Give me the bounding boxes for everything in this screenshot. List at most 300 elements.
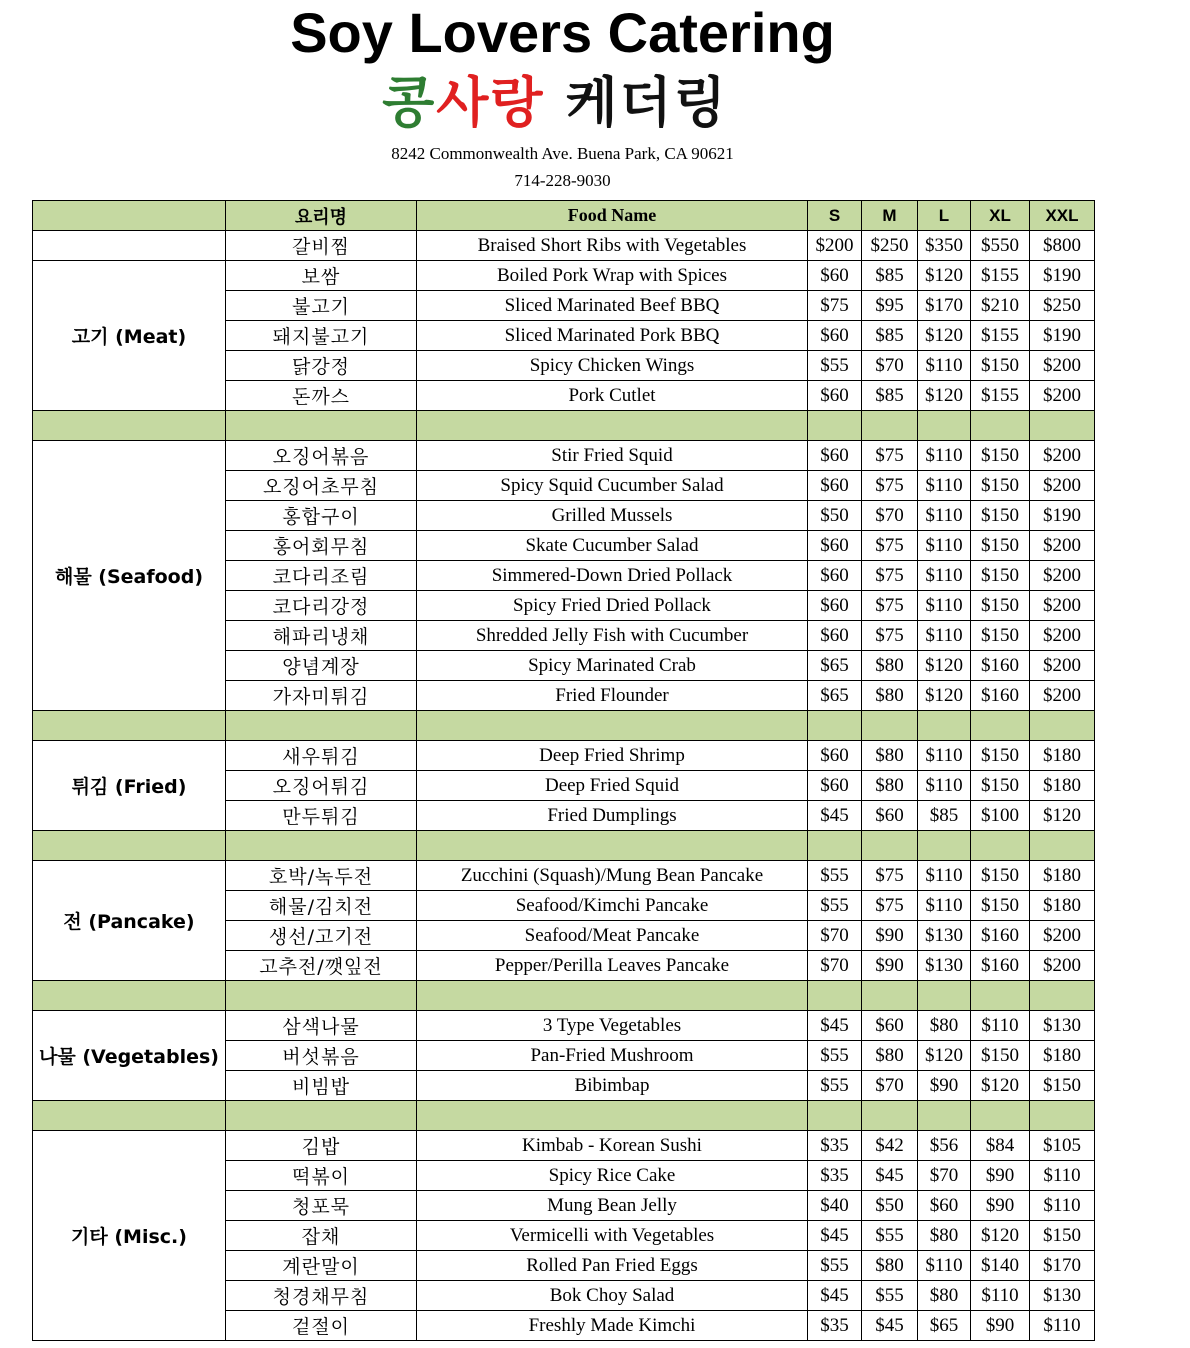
- korean-dish-name: 청경채무침: [226, 1281, 417, 1311]
- english-dish-name: Pan-Fried Mushroom: [417, 1041, 808, 1071]
- english-dish-name: Braised Short Ribs with Vegetables: [417, 231, 808, 261]
- english-dish-name: Sliced Marinated Pork BBQ: [417, 321, 808, 351]
- english-dish-name: Simmered-Down Dried Pollack: [417, 561, 808, 591]
- price-m: $75: [862, 441, 918, 471]
- price-m: $80: [862, 741, 918, 771]
- price-s: $55: [808, 351, 862, 381]
- price-m: $75: [862, 891, 918, 921]
- korean-title-segment: 콩: [382, 71, 437, 134]
- separator-cell: [808, 711, 862, 741]
- english-dish-name: Pork Cutlet: [417, 381, 808, 411]
- price-xxl: $190: [1030, 501, 1095, 531]
- english-dish-name: Kimbab - Korean Sushi: [417, 1131, 808, 1161]
- price-xl: $150: [971, 741, 1030, 771]
- separator-cell: [1030, 1101, 1095, 1131]
- price-l: $110: [918, 621, 971, 651]
- price-s: $60: [808, 741, 862, 771]
- english-dish-name: Spicy Squid Cucumber Salad: [417, 471, 808, 501]
- separator-cell: [918, 831, 971, 861]
- price-xl: $150: [971, 501, 1030, 531]
- price-m: $85: [862, 381, 918, 411]
- price-s: $35: [808, 1311, 862, 1341]
- price-s: $55: [808, 891, 862, 921]
- price-xl: $110: [971, 1011, 1030, 1041]
- price-l: $120: [918, 261, 971, 291]
- category-label: 고기 (Meat): [33, 261, 226, 411]
- price-xxl: $130: [1030, 1011, 1095, 1041]
- separator-cell: [226, 831, 417, 861]
- price-l: $120: [918, 381, 971, 411]
- separator-cell: [971, 831, 1030, 861]
- price-l: $110: [918, 591, 971, 621]
- korean-dish-name: 떡볶이: [226, 1161, 417, 1191]
- price-xxl: $120: [1030, 801, 1095, 831]
- price-s: $70: [808, 921, 862, 951]
- price-m: $75: [862, 531, 918, 561]
- price-s: $65: [808, 681, 862, 711]
- english-dish-name: Pepper/Perilla Leaves Pancake: [417, 951, 808, 981]
- price-s: $60: [808, 471, 862, 501]
- price-m: $80: [862, 651, 918, 681]
- category-label: 튀김 (Fried): [33, 741, 226, 831]
- price-s: $60: [808, 261, 862, 291]
- separator-cell: [33, 411, 226, 441]
- price-xxl: $180: [1030, 741, 1095, 771]
- price-xxl: $200: [1030, 681, 1095, 711]
- korean-dish-name: 해파리냉채: [226, 621, 417, 651]
- header-category: [33, 201, 226, 231]
- korean-dish-name: 돈까스: [226, 381, 417, 411]
- header-size-l: L: [918, 201, 971, 231]
- price-xxl: $190: [1030, 321, 1095, 351]
- price-l: $120: [918, 1041, 971, 1071]
- separator-cell: [862, 711, 918, 741]
- price-l: $90: [918, 1071, 971, 1101]
- korean-dish-name: 코다리조림: [226, 561, 417, 591]
- price-xxl: $200: [1030, 591, 1095, 621]
- english-dish-name: Spicy Chicken Wings: [417, 351, 808, 381]
- table-row: [33, 441, 1095, 471]
- price-m: $75: [862, 471, 918, 501]
- separator-cell: [226, 1101, 417, 1131]
- english-dish-name: Skate Cucumber Salad: [417, 531, 808, 561]
- price-l: $170: [918, 291, 971, 321]
- separator-row: [33, 831, 1095, 861]
- price-xxl: $110: [1030, 1161, 1095, 1191]
- separator-cell: [971, 1101, 1030, 1131]
- separator-cell: [808, 411, 862, 441]
- price-xl: $150: [971, 561, 1030, 591]
- korean-dish-name: 홍합구이: [226, 501, 417, 531]
- price-s: $60: [808, 531, 862, 561]
- separator-cell: [808, 981, 862, 1011]
- price-m: $80: [862, 1251, 918, 1281]
- separator-cell: [971, 711, 1030, 741]
- separator-cell: [971, 981, 1030, 1011]
- price-xl: $150: [971, 1041, 1030, 1071]
- separator-row: [33, 411, 1095, 441]
- price-xxl: $110: [1030, 1191, 1095, 1221]
- english-dish-name: Vermicelli with Vegetables: [417, 1221, 808, 1251]
- category-label: 해물 (Seafood): [33, 441, 226, 711]
- korean-dish-name: 김밥: [226, 1131, 417, 1161]
- price-m: $55: [862, 1281, 918, 1311]
- price-l: $120: [918, 651, 971, 681]
- english-dish-name: Sliced Marinated Beef BBQ: [417, 291, 808, 321]
- separator-cell: [862, 1101, 918, 1131]
- separator-row: [33, 1101, 1095, 1131]
- english-dish-name: Bok Choy Salad: [417, 1281, 808, 1311]
- price-xxl: $200: [1030, 381, 1095, 411]
- price-m: $75: [862, 591, 918, 621]
- korean-dish-name: 계란말이: [226, 1251, 417, 1281]
- price-xl: $150: [971, 591, 1030, 621]
- category-label: 전 (Pancake): [33, 861, 226, 981]
- price-l: $110: [918, 351, 971, 381]
- price-l: $110: [918, 891, 971, 921]
- table-row: [33, 261, 1095, 291]
- price-xxl: $150: [1030, 1221, 1095, 1251]
- price-l: $110: [918, 561, 971, 591]
- price-s: $60: [808, 621, 862, 651]
- price-s: $35: [808, 1161, 862, 1191]
- price-xl: $100: [971, 801, 1030, 831]
- price-s: $200: [808, 231, 862, 261]
- price-xl: $160: [971, 681, 1030, 711]
- price-m: $95: [862, 291, 918, 321]
- price-l: $110: [918, 861, 971, 891]
- separator-row: [33, 981, 1095, 1011]
- page-title: Soy Lovers Catering: [290, 1, 835, 64]
- price-m: $70: [862, 351, 918, 381]
- price-l: $130: [918, 921, 971, 951]
- price-l: $350: [918, 231, 971, 261]
- price-m: $80: [862, 681, 918, 711]
- english-dish-name: Mung Bean Jelly: [417, 1191, 808, 1221]
- price-m: $80: [862, 771, 918, 801]
- english-dish-name: Seafood/Meat Pancake: [417, 921, 808, 951]
- separator-cell: [918, 981, 971, 1011]
- price-xl: $150: [971, 861, 1030, 891]
- price-m: $90: [862, 951, 918, 981]
- separator-cell: [918, 1101, 971, 1131]
- separator-cell: [226, 711, 417, 741]
- category-label: 기타 (Misc.): [33, 1131, 226, 1341]
- korean-dish-name: 오징어초무침: [226, 471, 417, 501]
- price-l: $120: [918, 321, 971, 351]
- price-xl: $150: [971, 771, 1030, 801]
- separator-row: [33, 711, 1095, 741]
- price-m: $85: [862, 261, 918, 291]
- price-s: $60: [808, 381, 862, 411]
- price-xxl: $180: [1030, 861, 1095, 891]
- korean-dish-name: 양념계장: [226, 651, 417, 681]
- separator-cell: [33, 711, 226, 741]
- price-l: $130: [918, 951, 971, 981]
- korean-title-segment: 케더링: [544, 71, 728, 134]
- price-l: $60: [918, 1191, 971, 1221]
- korean-dish-name: 비빔밥: [226, 1071, 417, 1101]
- korean-dish-name: 오징어튀김: [226, 771, 417, 801]
- table-row: [33, 741, 1095, 771]
- price-l: $80: [918, 1281, 971, 1311]
- korean-dish-name: 오징어볶음: [226, 441, 417, 471]
- price-s: $60: [808, 591, 862, 621]
- price-s: $60: [808, 771, 862, 801]
- separator-cell: [417, 411, 808, 441]
- price-xxl: $200: [1030, 951, 1095, 981]
- price-xl: $160: [971, 921, 1030, 951]
- separator-cell: [1030, 711, 1095, 741]
- price-xxl: $200: [1030, 651, 1095, 681]
- price-l: $80: [918, 1221, 971, 1251]
- price-s: $45: [808, 1221, 862, 1251]
- price-s: $45: [808, 1281, 862, 1311]
- english-dish-name: 3 Type Vegetables: [417, 1011, 808, 1041]
- header-size-xl: XL: [971, 201, 1030, 231]
- price-m: $50: [862, 1191, 918, 1221]
- price-xxl: $130: [1030, 1281, 1095, 1311]
- price-s: $50: [808, 501, 862, 531]
- english-dish-name: Seafood/Kimchi Pancake: [417, 891, 808, 921]
- price-l: $110: [918, 1251, 971, 1281]
- separator-cell: [33, 981, 226, 1011]
- price-s: $55: [808, 1251, 862, 1281]
- price-xl: $160: [971, 651, 1030, 681]
- category-label: 나물 (Vegetables): [33, 1011, 226, 1101]
- price-xxl: $200: [1030, 921, 1095, 951]
- price-xxl: $200: [1030, 561, 1095, 591]
- price-xl: $150: [971, 351, 1030, 381]
- price-l: $110: [918, 441, 971, 471]
- price-m: $45: [862, 1161, 918, 1191]
- price-s: $60: [808, 321, 862, 351]
- korean-dish-name: 닭강정: [226, 351, 417, 381]
- english-dish-name: Spicy Rice Cake: [417, 1161, 808, 1191]
- english-dish-name: Rolled Pan Fried Eggs: [417, 1251, 808, 1281]
- price-xxl: $200: [1030, 531, 1095, 561]
- price-s: $40: [808, 1191, 862, 1221]
- korean-dish-name: 홍어회무침: [226, 531, 417, 561]
- korean-dish-name: 버섯볶음: [226, 1041, 417, 1071]
- korean-dish-name: 해물/김치전: [226, 891, 417, 921]
- korean-dish-name: 청포묵: [226, 1191, 417, 1221]
- price-xl: $84: [971, 1131, 1030, 1161]
- price-m: $85: [862, 321, 918, 351]
- price-s: $55: [808, 1071, 862, 1101]
- price-xxl: $150: [1030, 1071, 1095, 1101]
- price-s: $60: [808, 561, 862, 591]
- price-xxl: $200: [1030, 621, 1095, 651]
- price-l: $85: [918, 801, 971, 831]
- price-l: $65: [918, 1311, 971, 1341]
- price-s: $45: [808, 801, 862, 831]
- separator-cell: [33, 1101, 226, 1131]
- table-row: [33, 231, 1095, 261]
- korean-dish-name: 호박/녹두전: [226, 861, 417, 891]
- korean-dish-name: 삼색나물: [226, 1011, 417, 1041]
- price-l: $80: [918, 1011, 971, 1041]
- separator-cell: [862, 411, 918, 441]
- separator-cell: [808, 831, 862, 861]
- separator-cell: [33, 831, 226, 861]
- price-l: $56: [918, 1131, 971, 1161]
- phone-number: 714-228-9030: [514, 171, 611, 190]
- price-l: $110: [918, 771, 971, 801]
- english-dish-name: Freshly Made Kimchi: [417, 1311, 808, 1341]
- table-row: [33, 861, 1095, 891]
- korean-dish-name: 겉절이: [226, 1311, 417, 1341]
- korean-dish-name: 잡채: [226, 1221, 417, 1251]
- korean-dish-name: 보쌈: [226, 261, 417, 291]
- price-xl: $155: [971, 321, 1030, 351]
- price-l: $110: [918, 531, 971, 561]
- price-xl: $155: [971, 261, 1030, 291]
- price-s: $35: [808, 1131, 862, 1161]
- price-xl: $120: [971, 1071, 1030, 1101]
- price-xl: $140: [971, 1251, 1030, 1281]
- separator-cell: [417, 1101, 808, 1131]
- korean-dish-name: 고추전/깻잎전: [226, 951, 417, 981]
- korean-title: [0, 70, 1110, 136]
- separator-cell: [417, 831, 808, 861]
- header-size-m: M: [862, 201, 918, 231]
- price-m: $250: [862, 231, 918, 261]
- price-m: $75: [862, 621, 918, 651]
- price-s: $60: [808, 441, 862, 471]
- address: 8242 Commonwealth Ave. Buena Park, CA 90621: [391, 144, 734, 163]
- korean-dish-name: 불고기: [226, 291, 417, 321]
- english-dish-name: Shredded Jelly Fish with Cucumber: [417, 621, 808, 651]
- price-xxl: $110: [1030, 1311, 1095, 1341]
- price-xxl: $200: [1030, 441, 1095, 471]
- price-m: $55: [862, 1221, 918, 1251]
- price-xl: $155: [971, 381, 1030, 411]
- separator-cell: [808, 1101, 862, 1131]
- korean-dish-name: 코다리강정: [226, 591, 417, 621]
- price-xl: $550: [971, 231, 1030, 261]
- price-s: $45: [808, 1011, 862, 1041]
- header-size-xxl: XXL: [1030, 201, 1095, 231]
- separator-cell: [862, 831, 918, 861]
- price-xxl: $180: [1030, 891, 1095, 921]
- price-xl: $90: [971, 1161, 1030, 1191]
- header-row: [33, 201, 1095, 231]
- price-m: $60: [862, 1011, 918, 1041]
- korean-title-segment: 사랑: [436, 71, 545, 134]
- separator-cell: [862, 981, 918, 1011]
- english-dish-name: Fried Flounder: [417, 681, 808, 711]
- english-dish-name: Bibimbap: [417, 1071, 808, 1101]
- header-food-name: Food Name: [417, 201, 808, 231]
- korean-dish-name: 가자미튀김: [226, 681, 417, 711]
- english-dish-name: Fried Dumplings: [417, 801, 808, 831]
- price-xxl: $250: [1030, 291, 1095, 321]
- price-xl: $90: [971, 1311, 1030, 1341]
- separator-cell: [226, 981, 417, 1011]
- price-xl: $150: [971, 441, 1030, 471]
- separator-cell: [417, 981, 808, 1011]
- menu-table: [32, 200, 1095, 1341]
- price-s: $75: [808, 291, 862, 321]
- english-dish-name: Grilled Mussels: [417, 501, 808, 531]
- price-s: $65: [808, 651, 862, 681]
- separator-cell: [1030, 981, 1095, 1011]
- price-xl: $150: [971, 621, 1030, 651]
- korean-dish-name: 돼지불고기: [226, 321, 417, 351]
- separator-cell: [918, 411, 971, 441]
- price-xxl: $180: [1030, 1041, 1095, 1071]
- price-m: $80: [862, 1041, 918, 1071]
- separator-cell: [1030, 831, 1095, 861]
- price-l: $110: [918, 471, 971, 501]
- price-m: $75: [862, 861, 918, 891]
- price-xl: $90: [971, 1191, 1030, 1221]
- english-dish-name: Zucchini (Squash)/Mung Bean Pancake: [417, 861, 808, 891]
- separator-cell: [1030, 411, 1095, 441]
- english-dish-name: Spicy Fried Dried Pollack: [417, 591, 808, 621]
- price-m: $75: [862, 561, 918, 591]
- price-xl: $150: [971, 891, 1030, 921]
- price-xxl: $170: [1030, 1251, 1095, 1281]
- separator-cell: [226, 411, 417, 441]
- price-s: $55: [808, 861, 862, 891]
- menu-body: [33, 231, 1095, 1341]
- price-s: $70: [808, 951, 862, 981]
- price-s: $55: [808, 1041, 862, 1071]
- korean-dish-name: 생선/고기전: [226, 921, 417, 951]
- korean-dish-name: 만두튀김: [226, 801, 417, 831]
- category-label: [33, 231, 226, 261]
- price-xxl: $180: [1030, 771, 1095, 801]
- price-xl: $150: [971, 531, 1030, 561]
- price-xl: $150: [971, 471, 1030, 501]
- english-dish-name: Deep Fried Shrimp: [417, 741, 808, 771]
- price-l: $110: [918, 501, 971, 531]
- price-xxl: $200: [1030, 351, 1095, 381]
- price-m: $45: [862, 1311, 918, 1341]
- price-m: $60: [862, 801, 918, 831]
- price-xl: $160: [971, 951, 1030, 981]
- table-row: [33, 1011, 1095, 1041]
- header-korean-name: 요리명: [226, 201, 417, 231]
- price-xl: $110: [971, 1281, 1030, 1311]
- korean-dish-name: 갈비찜: [226, 231, 417, 261]
- english-dish-name: Spicy Marinated Crab: [417, 651, 808, 681]
- english-dish-name: Stir Fried Squid: [417, 441, 808, 471]
- price-l: $70: [918, 1161, 971, 1191]
- price-m: $90: [862, 921, 918, 951]
- price-m: $70: [862, 1071, 918, 1101]
- price-xxl: $200: [1030, 471, 1095, 501]
- price-xxl: $105: [1030, 1131, 1095, 1161]
- english-dish-name: Deep Fried Squid: [417, 771, 808, 801]
- english-dish-name: Boiled Pork Wrap with Spices: [417, 261, 808, 291]
- price-xxl: $800: [1030, 231, 1095, 261]
- price-l: $120: [918, 681, 971, 711]
- price-xl: $120: [971, 1221, 1030, 1251]
- price-l: $110: [918, 741, 971, 771]
- price-xl: $210: [971, 291, 1030, 321]
- separator-cell: [971, 411, 1030, 441]
- price-m: $42: [862, 1131, 918, 1161]
- header-size-s: S: [808, 201, 862, 231]
- separator-cell: [918, 711, 971, 741]
- price-m: $70: [862, 501, 918, 531]
- separator-cell: [417, 711, 808, 741]
- table-row: [33, 1131, 1095, 1161]
- price-xxl: $190: [1030, 261, 1095, 291]
